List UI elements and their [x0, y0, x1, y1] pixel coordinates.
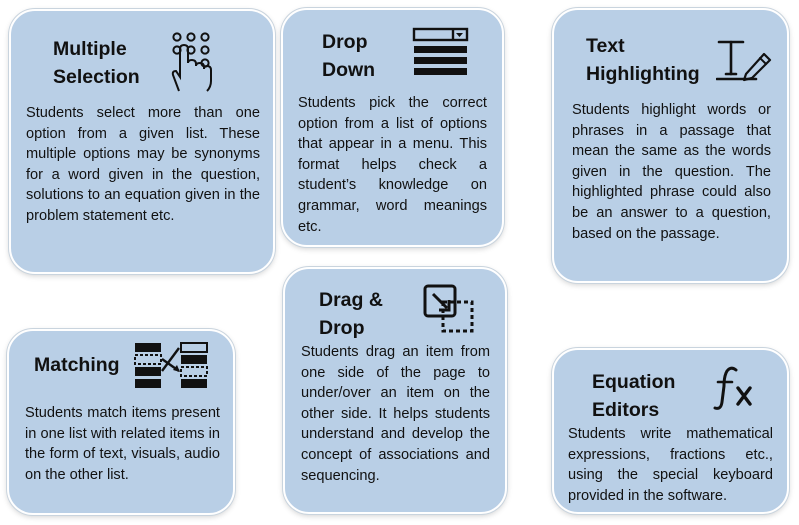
card-title-text: Drag & Drop — [319, 289, 383, 339]
card-title-text: Equation Editors — [592, 371, 676, 421]
function-fx-icon — [712, 364, 758, 414]
drag-drop-icon — [422, 283, 476, 335]
card-title — [34, 351, 134, 379]
card-matching — [7, 329, 235, 515]
card-description: Students drag an item from one side of the page to under/over an item on the other side. It helps students understand and develop the concept of associations and sequencing. — [301, 344, 490, 484]
card-description: Students write mathematical expressions, fractions etc., using the special keyboard provided in the software. — [568, 426, 773, 504]
card-description: Students pick the correct option from a list of options that appear in a menu. This format helps check a student’s knowledge on grammar, word meanings etc. — [298, 95, 487, 235]
matching-icon — [133, 341, 209, 391]
text-highlight-icon — [716, 38, 772, 82]
card-title — [592, 368, 702, 424]
card-drag-drop — [283, 267, 507, 514]
touch-select-icon — [167, 31, 219, 93]
dropdown-menu-icon — [411, 26, 471, 78]
card-drop-down — [281, 8, 504, 247]
card-description: Students select more than one option from a given list. These multiple options may be synonyms for a word given in the question, solutions to an equation given in the problem statement etc. — [26, 105, 260, 224]
card-title — [319, 286, 399, 342]
card-title — [322, 28, 402, 84]
card-description: Students highlight words or phrases in a passage that mean the same as the words given in the question. The highlighted phrase could also be an answer to a question, based on the passage. — [572, 102, 771, 242]
card-title-text: Drop Down — [322, 31, 376, 81]
card-title-text: Text Highlighting — [586, 35, 700, 85]
card-title — [53, 35, 173, 91]
card-title-text: Matching — [34, 354, 120, 376]
card-title-text: Multiple Selection — [53, 38, 140, 88]
card-text-highlighting — [552, 8, 789, 283]
card-description: Students match items present in one list with related items in the form of text, visuals, audio on the other list. — [25, 405, 220, 483]
card-equation-editors — [552, 348, 789, 514]
card-multiple-selection — [9, 9, 275, 274]
card-title — [586, 32, 726, 88]
